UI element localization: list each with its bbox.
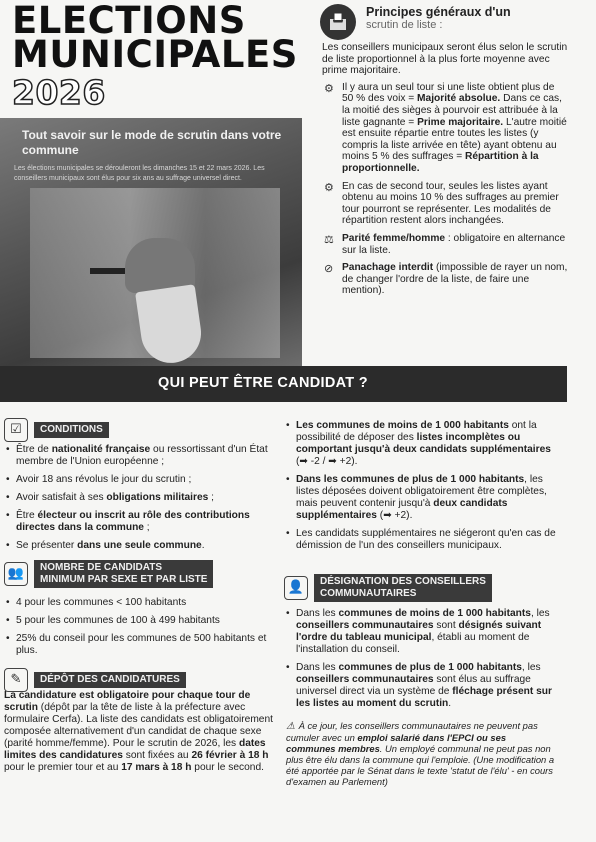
d-bold3: 26 février à 18 h xyxy=(191,750,269,761)
c3-pre: Avoir satisfait à ses xyxy=(16,492,107,503)
d-mid: (dépôt par la tête de liste à la préfecture avec formulaire Cerfa). La liste des candidats est obligatoirement composée alternativement d'un candidat de chaque sexe (parité homme/femme). Pour le scrutin de 2026, les xyxy=(4,702,273,749)
list-item xyxy=(6,633,274,657)
list-item xyxy=(6,492,274,504)
ds1-bold3: désignés suivant l'ordre du tableau municipal xyxy=(296,620,542,643)
photo-overlay-title: Tout savoir sur le mode de scrutin dans votre commune xyxy=(22,128,282,157)
ballot-icon-svg xyxy=(326,10,350,34)
nombre-label-line2: MINIMUM PAR SEXE ET PAR LISTE xyxy=(40,574,208,585)
list-item xyxy=(286,608,556,656)
ds1-mid: , les xyxy=(530,608,550,619)
l3: Les candidats supplémentaires ne siégeront qu'en cas de démission de l'un des conseillers municipaux. xyxy=(296,528,556,551)
l2-end: (➡ +2). xyxy=(376,510,413,521)
b4-rest: (impossible de rayer un nom, de changer l'ordre de la liste, de faire une mention). xyxy=(342,262,568,297)
designation-label-line2: COMMUNAUTAIRES xyxy=(320,588,417,599)
nombre-header xyxy=(4,560,213,588)
nombre-label xyxy=(34,560,213,588)
l1-bold1: Les communes de moins de 1 000 habitants xyxy=(296,420,509,431)
note-pre: À ce jour, les conseillers communautaires ne peuvent pas cumuler avec un xyxy=(286,720,538,743)
c1-rest: ou ressortissant d'un État membre de l'Union européenne ; xyxy=(16,444,268,467)
b3-rest: : obligatoire en alternance sur la liste. xyxy=(342,232,566,256)
forbidden-icon: ⊘ xyxy=(324,263,334,276)
gear-icon: ⚙ xyxy=(324,181,334,194)
c1-pre: Être de xyxy=(16,444,52,455)
scale-icon: ⚖ xyxy=(324,233,334,246)
d-bold2: dates limites des candidatures xyxy=(4,738,266,761)
b1-mid: Dans ce cas, la moitié des sièges à pourvoir est attribuée à la liste gagnante = xyxy=(342,93,562,128)
note-rest: . Un employé communal ne peut pas non plus être élu dans la commune qui l'emploie. (Une modification a été apportée par le Sénat dans le texte 'statut de l'élu' - en cours d'examen au Parlement) xyxy=(286,743,555,787)
list-item xyxy=(286,420,556,468)
list-item xyxy=(6,474,274,486)
conditions-list xyxy=(6,444,274,558)
designation-label xyxy=(314,574,492,602)
c4-pre: Être xyxy=(16,510,38,521)
principles-bullet-majority xyxy=(322,82,568,175)
n1: 4 pour les communes < 100 habitants xyxy=(16,597,187,608)
ds1-bold2: conseillers communautaires xyxy=(296,620,434,631)
note-paragraph xyxy=(286,720,556,787)
depot-label: DÉPÔT DES CANDIDATURES xyxy=(34,672,186,688)
b1-mid2: L'autre moitié est ensuite répartie entre toutes les listes (y compris la liste arrivée en tête) ayant obtenu au moins 5 % des suffrages = xyxy=(342,116,567,163)
title-line-2: MUNICIPALES xyxy=(12,33,298,76)
checklist-icon: ☑ xyxy=(4,418,28,442)
ds2-bold2: conseillers communautaires xyxy=(296,674,434,685)
b2-text: En cas de second tour, seules les listes ayant obtenu au moins 10 % des suffrages au premier tour pourront se représenter. Les modalités de répartition restent alors inchangées. xyxy=(342,180,559,227)
ds2-mid: , les xyxy=(521,662,541,673)
section-banner xyxy=(0,366,567,402)
c3-bold: obligations militaires xyxy=(106,492,209,503)
b1-pre: Il y aura un seul tour si une liste obtient plus de 50 % des voix = xyxy=(342,81,555,105)
principles-intro: Les conseillers municipaux seront élus selon le scrutin de liste proportionnel à la plus forte moyenne avec prime majoritaire. xyxy=(322,42,568,77)
n2: 5 pour les communes de 100 à 499 habitants xyxy=(16,615,220,626)
nombre-list xyxy=(6,597,274,663)
principles-bullet-parity xyxy=(322,233,568,256)
c5-bold: dans une seule commune xyxy=(77,540,202,551)
principles-section xyxy=(322,42,568,303)
ballot-icon xyxy=(320,4,356,40)
list-item xyxy=(6,510,274,534)
ds2-end: . xyxy=(448,698,452,709)
ds2-bold3: fléchage présent sur les listes au moment du scrutin xyxy=(296,686,552,709)
title-line-1: ELECTIONS xyxy=(12,0,246,42)
photo-overlay-text: Les élections municipales se dérouleront les dimanches 15 et 22 mars 2026. Les conseillers municipaux sont élus pour six ans au suffrage universel direct. xyxy=(14,165,265,182)
people-icon: 👤 xyxy=(284,576,308,600)
list-item xyxy=(6,540,274,552)
d-bold4: 17 mars à 18 h xyxy=(121,762,192,773)
list-item xyxy=(286,662,556,710)
banner-label: QUI PEUT ÊTRE CANDIDAT ? xyxy=(158,375,368,391)
designation-list xyxy=(286,608,556,716)
c1-bold: nationalité française xyxy=(51,444,151,455)
conditions-header xyxy=(4,418,109,442)
b3-bold: Parité femme/homme xyxy=(342,232,446,244)
gear-icon: ⚙ xyxy=(324,82,334,95)
b1-bold2: Prime majoritaire. xyxy=(417,116,504,128)
b1-bold3: Répartition à la proportionnelle. xyxy=(342,151,539,174)
note-bold: emploi salarié dans l'EPCI ou ses communes membres xyxy=(286,732,507,754)
principles-title-line1: Principes généraux d'un xyxy=(366,5,511,19)
c5-pre: Se présenter xyxy=(16,540,78,551)
ds1-bold1: communes de moins de 1 000 habitants xyxy=(338,608,531,619)
d-bold1: La candidature est obligatoire pour chaque tour de scrutin xyxy=(4,690,251,713)
n3: 25% du conseil pour les communes de 500 habitants et plus. xyxy=(16,633,267,656)
d-mid2: sont fixées au xyxy=(122,750,192,761)
d-mid3: pour le premier tour et au xyxy=(4,762,122,773)
ds1-mid2: sont xyxy=(433,620,459,631)
document-icon: ✎ xyxy=(4,668,28,692)
c5-rest: . xyxy=(201,540,205,551)
list-item xyxy=(6,615,274,627)
ds1-pre: Dans les xyxy=(296,608,339,619)
c2: Avoir 18 ans révolus le jour du scrutin ; xyxy=(16,474,192,485)
conditions-label: CONDITIONS xyxy=(34,422,109,438)
d-end: pour le second. xyxy=(191,762,264,773)
page-title xyxy=(12,0,302,112)
b4-bold: Panachage interdit xyxy=(342,262,434,274)
l1-mid: ont la possibilité de déposer des xyxy=(296,420,537,443)
listes-list xyxy=(286,420,556,558)
l1-end: (➡ -2 / ➡ +2). xyxy=(296,456,358,467)
people-icon: 👥 xyxy=(4,562,28,586)
l1-bold2: listes incomplètes ou comportant jusqu'à deux candidats supplémentaires xyxy=(296,432,551,455)
list-item xyxy=(6,597,274,609)
list-item xyxy=(286,528,556,552)
depot-paragraph xyxy=(4,690,274,774)
depot-header xyxy=(4,668,186,692)
ds2-pre: Dans les xyxy=(296,662,339,673)
l2-mid: , les listes déposées doivent obligatoirement être complètes, mais peuvent contenir jusqu'à xyxy=(296,474,547,509)
l2-bold2: deux candidats supplémentaires xyxy=(296,498,508,521)
designation-header xyxy=(284,574,492,602)
b1-bold1: Majorité absolue. xyxy=(417,93,501,105)
title-year: 2026 xyxy=(12,73,106,112)
c4-rest: ; xyxy=(143,522,150,533)
l2-bold1: Dans les communes de plus de 1 000 habitants xyxy=(296,474,525,485)
principles-bullet-second-round xyxy=(322,181,568,227)
c4-bold: électeur ou inscrit au rôle des contributions directes dans la commune xyxy=(16,510,250,533)
ballot-box-photo xyxy=(0,118,302,368)
list-item xyxy=(6,444,274,468)
list-item xyxy=(286,474,556,522)
nombre-label-line1: NOMBRE DE CANDIDATS xyxy=(40,562,163,573)
c3-rest: ; xyxy=(208,492,214,503)
designation-label-line1: DÉSIGNATION DES CONSEILLERS xyxy=(320,576,486,587)
warning-icon: ⚠ xyxy=(286,721,295,732)
principles-title-line2: scrutin de liste : xyxy=(366,19,443,31)
ds2-bold1: communes de plus de 1 000 habitants xyxy=(338,662,522,673)
ds1-end: , établi au moment de l'installation du conseil. xyxy=(296,632,530,655)
principles-title xyxy=(366,6,516,32)
ds2-mid2: sont élus au suffrage universel direct via un système de xyxy=(296,674,531,697)
principles-bullet-panachage xyxy=(322,262,568,297)
